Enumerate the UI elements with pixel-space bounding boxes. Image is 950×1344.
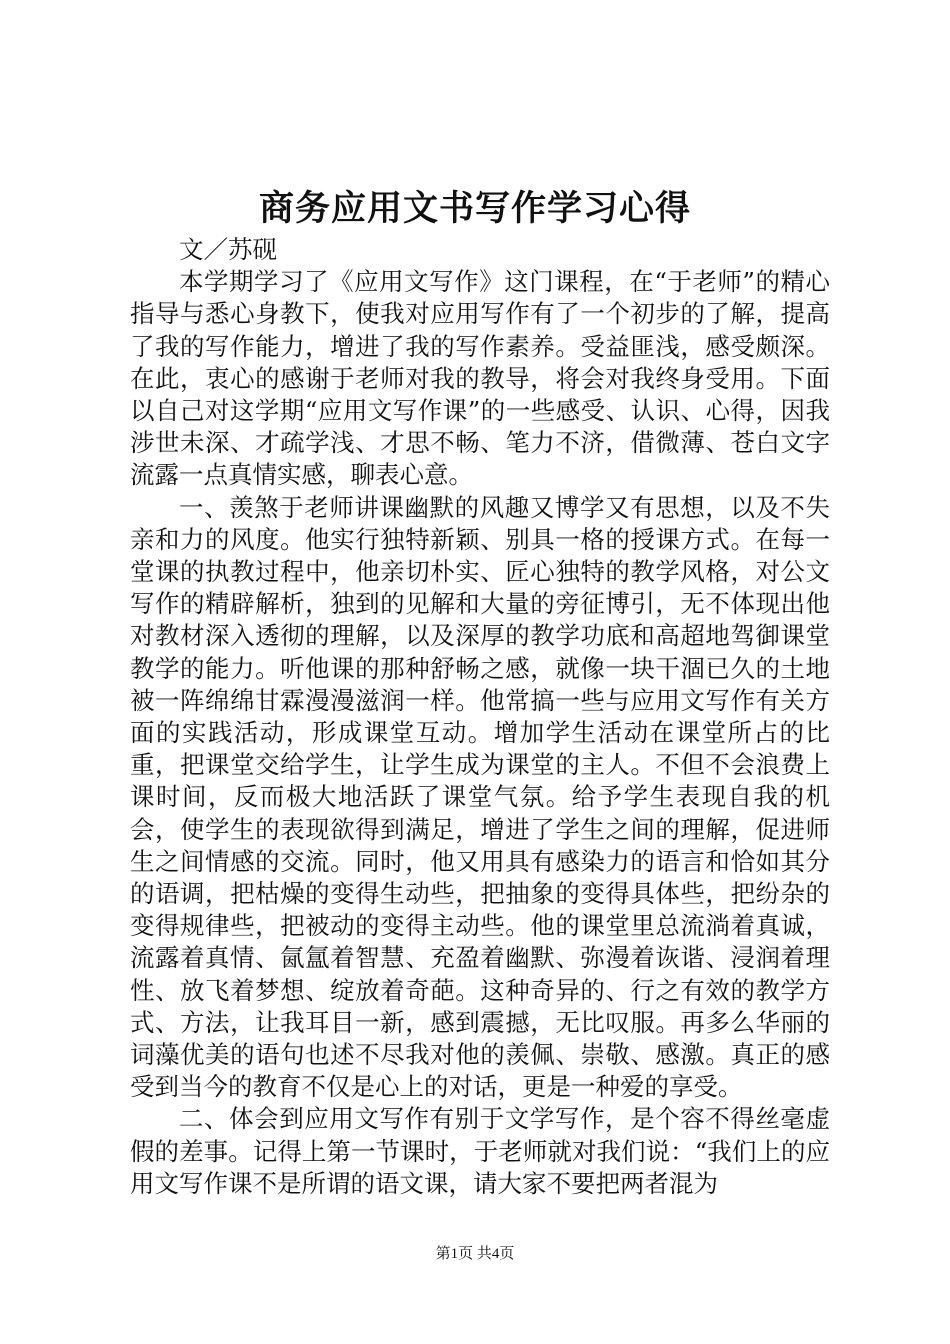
document-title: 商务应用文书写作学习心得 — [258, 188, 691, 229]
document-body — [130, 234, 830, 1200]
paragraph-intro: 本学期学习了《应用文写作》这门课程，在“于老师”的精心指导与悉心身教下，使我对应用写作有了一个初步的了解，提高了我的写作能力，增进了我的写作素养。受益匪浅，感受颇深。在此，衷心的感谢于老师对我的教导，将会对我终身受用。下面以自己对这学期“应用文写作课”的一些感受、认识、心得，因我涉世未深、才疏学浅、才思不畅、笔力不济，借微薄、苍白文字流露一点真情实感，聊表心意。 — [130, 267, 830, 490]
byline: 文／苏砚 — [179, 235, 277, 264]
paragraph-section-one: 一、羡煞于老师讲课幽默的风趣又博学又有思想，以及不失亲和力的风度。他实行独特新颖、别具一格的授课方式。在每一堂课的执教过程中，他亲切朴实、匠心独特的教学风格，对公文写作的精辟解析，独到的见解和大量的旁征博引，无不体现出他对教材深入透彻的理解，以及深厚的教学功底和高超地驾御课堂教学的能力。听他课的那种舒畅之感，就像一块干涸已久的土地被一阵绵绵甘霖漫漫滋润一样。他常搞一些与应用文写作有关方面的实践活动，形成课堂互动。增加学生活动在课堂所占的比重，把课堂交给学生，让学生成为课堂的主人。不但不会浪费上课时间，反而极大地活跃了课堂气氛。给予学生表现自我的机会，使学生的表现欲得到满足，增进了学生之间的理解，促进师生之间情感的交流。同时，他又用具有感染力的语言和恰如其分的语调，把枯燥的变得生动些，把抽象的变得具体些，把纷杂的变得规律些，把被动的变得主动些。他的课堂里总流淌着真诚，流露着真情、氤氲着智慧、充盈着幽默、弥漫着诙谐、浸润着理性、放飞着梦想、绽放着奇葩。这种奇异的、行之有效的教学方式、方法，让我耳目一新，感到震撼，无比叹服。再多么华丽的词藻优美的语句也述不尽我对他的羡佩、崇敬、感激。真正的感受到当今的教育不仅是心上的对话，更是一种爱的享受。 — [130, 492, 830, 1102]
paragraph-section-two: 二、体会到应用文写作有别于文学写作，是个容不得丝毫虚假的差事。记得上第一节课时，于老师就对我们说：“我们上的应用文写作课不是所谓的语文课，请大家不要把两者混为 — [130, 1104, 830, 1198]
page-number-footer: 第1页 共4页 — [435, 1246, 515, 1262]
